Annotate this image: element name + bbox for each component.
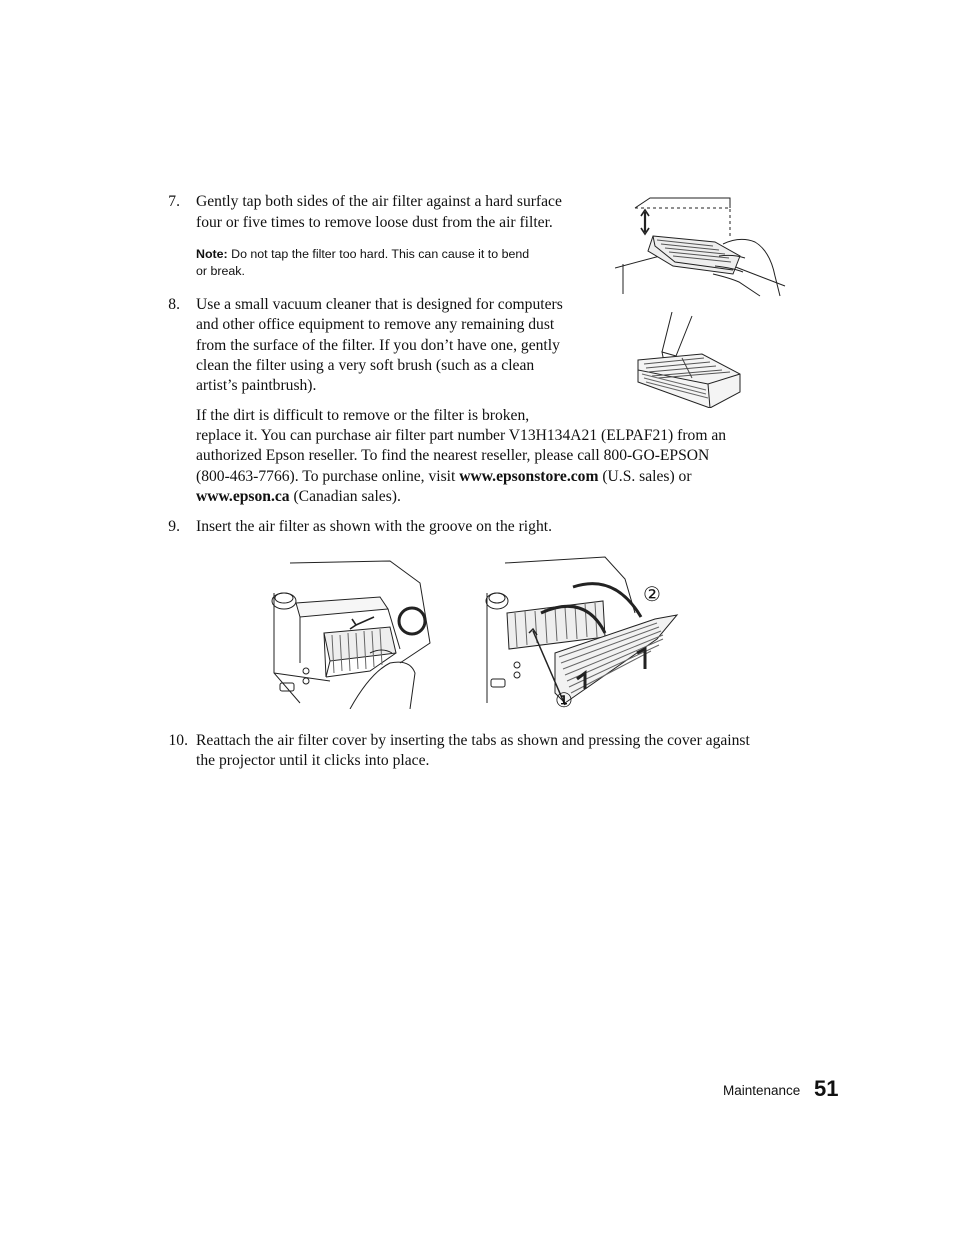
step-8-para2-line4	[196, 467, 692, 488]
para2-text-b: (U.S. sales) or	[598, 468, 692, 485]
step-8-line4: clean the filter using a very soft brush (such as a clean	[196, 357, 535, 374]
callout-2-label: ②	[643, 582, 661, 606]
step-8-line1: Use a small vacuum cleaner that is designed for computers	[196, 296, 563, 313]
step-10-line1: Reattach the air filter cover by inserting the tabs as shown and pressing the cover against	[196, 732, 750, 749]
insert-filter-illustration	[270, 553, 440, 709]
footer-section: Maintenance	[723, 1083, 801, 1098]
step-8-line3: from the surface of the filter. If you don’t have one, gently	[196, 337, 560, 354]
brush-filter-illustration	[632, 312, 748, 408]
tap-filter-illustration	[615, 196, 787, 298]
step-7-note	[196, 246, 529, 263]
step-8-line2: and other office equipment to remove any remaining dust	[196, 316, 555, 333]
step-10-line2: the projector until it clicks into place.	[196, 752, 430, 769]
note-text-line1: Do not tap the filter too hard. This can cause it to bend	[227, 247, 530, 261]
attach-cover-illustration	[485, 553, 685, 709]
step-9-number: 9.	[168, 518, 180, 535]
step-7-note-line2: or break.	[196, 264, 245, 278]
step-7-number: 7.	[168, 193, 180, 210]
para2-text-c: (Canadian sales).	[289, 488, 401, 505]
step-7-text-line1: Gently tap both sides of the air filter against a hard surface	[196, 193, 562, 210]
para2-text-a: (800-463-7766). To purchase online, visit	[196, 468, 460, 485]
page-number: 51	[814, 1076, 839, 1101]
epson-ca-link[interactable]: www.epson.ca	[196, 488, 290, 505]
note-label: Note:	[196, 247, 228, 261]
step-8-number: 8.	[168, 296, 180, 313]
step-8-para2-line2: replace it. You can purchase air filter part number V13H134A21 (ELPAF21) from an	[196, 427, 727, 444]
step-8-line5: artist’s paintbrush).	[196, 377, 317, 394]
step-9-text: Insert the air filter as shown with the groove on the right.	[196, 518, 552, 535]
callout-1-label: ①	[555, 688, 573, 709]
step-8-para2-line5	[196, 487, 401, 508]
epsonstore-link[interactable]: www.epsonstore.com	[459, 468, 599, 485]
step-8-para2-line3: authorized Epson reseller. To find the nearest reseller, please call 800-GO-EPSON	[196, 447, 710, 464]
step-7-text-line2: four or five times to remove loose dust from the air filter.	[196, 214, 553, 231]
step-8-para2-line1: If the dirt is difficult to remove or the filter is broken,	[196, 407, 530, 424]
step-10-number: 10.	[168, 732, 188, 749]
